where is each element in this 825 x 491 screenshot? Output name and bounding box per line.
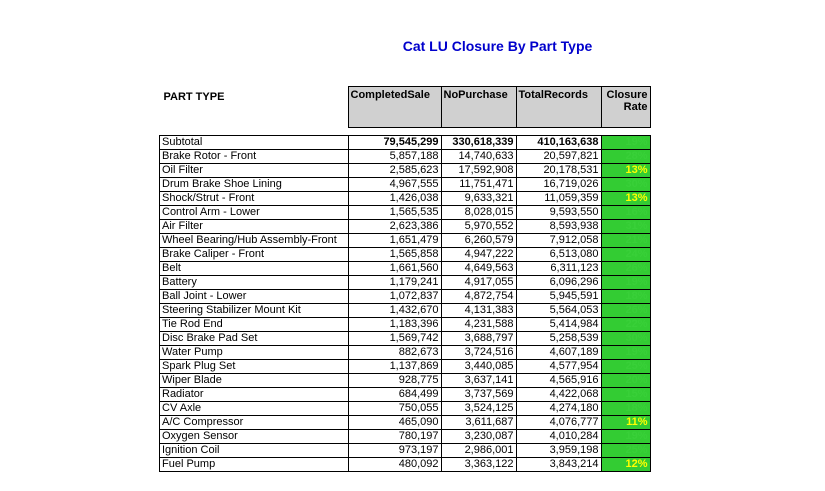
no-purchase-cell: 6,260,579 (441, 234, 516, 248)
closure-header-line2: Rate (623, 101, 648, 113)
completed-sale-cell: 4,967,555 (348, 178, 441, 192)
closure-rate-value: 13% (625, 192, 648, 204)
total-records-cell: 20,178,531 (516, 164, 601, 178)
closure-rate-value: 13% (625, 164, 648, 176)
closure-rate-cell (601, 444, 650, 458)
part-type-cell: Ignition Coil (160, 444, 349, 458)
total-records-cell: 3,959,198 (516, 444, 601, 458)
completed-sale-cell: 1,569,742 (348, 332, 441, 346)
closure-rate-value: 15% (625, 388, 648, 400)
completed-sale-cell: 750,055 (348, 402, 441, 416)
total-records-cell: 9,593,550 (516, 206, 601, 220)
subtotal-row (160, 136, 651, 150)
closure-rate-value: 19% (625, 346, 648, 358)
total-records-cell: 5,414,984 (516, 318, 601, 332)
total-records-cell: 4,422,068 (516, 388, 601, 402)
col-header-completed-sale: CompletedSale (348, 87, 441, 128)
total-records-cell: 5,258,539 (516, 332, 601, 346)
completed-sale-cell: 2,623,386 (348, 220, 441, 234)
part-type-cell: Belt (160, 262, 349, 276)
closure-rate-value: 30% (625, 332, 648, 344)
table-row (160, 402, 651, 416)
closure-rate-cell (601, 276, 650, 290)
completed-sale-cell: 480,092 (348, 458, 441, 472)
part-type-cell: Air Filter (160, 220, 349, 234)
table-row (160, 206, 651, 220)
closure-rate-value: 20% (625, 374, 648, 386)
part-type-cell: Disc Brake Pad Set (160, 332, 349, 346)
closure-rate-value: 24% (625, 248, 648, 260)
completed-sale-cell: 2,585,623 (348, 164, 441, 178)
closure-rate-value: 28% (625, 150, 648, 162)
completed-sale-cell: 973,197 (348, 444, 441, 458)
closure-rate-value: 18% (625, 402, 648, 414)
no-purchase-cell: 3,724,516 (441, 346, 516, 360)
no-purchase-cell: 330,618,339 (441, 136, 516, 150)
col-header-no-purchase: NoPurchase (441, 87, 516, 128)
table-row (160, 262, 651, 276)
part-type-cell: Tie Rod End (160, 318, 349, 332)
table-row (160, 290, 651, 304)
closure-rate-value: 12% (625, 458, 648, 470)
completed-sale-cell: 465,090 (348, 416, 441, 430)
part-type-cell: Subtotal (160, 136, 349, 150)
completed-sale-cell: 1,072,837 (348, 290, 441, 304)
no-purchase-cell: 14,740,633 (441, 150, 516, 164)
table-row (160, 248, 651, 262)
completed-sale-cell: 1,565,535 (348, 206, 441, 220)
closure-rate-cell (601, 150, 650, 164)
closure-rate-cell (601, 234, 650, 248)
no-purchase-cell: 3,363,122 (441, 458, 516, 472)
closure-rate-value: 18% (625, 290, 648, 302)
closure-rate-cell (601, 178, 650, 192)
table-row (160, 444, 651, 458)
total-records-cell: 5,945,591 (516, 290, 601, 304)
part-type-cell: Steering Stabilizer Mount Kit (160, 304, 349, 318)
table-row (160, 346, 651, 360)
no-purchase-cell: 4,649,563 (441, 262, 516, 276)
closure-rate-cell (601, 136, 650, 150)
table-row (160, 220, 651, 234)
table-row (160, 234, 651, 248)
table-row (160, 430, 651, 444)
col-header-part-type: PART TYPE (160, 87, 349, 128)
total-records-cell: 410,163,638 (516, 136, 601, 150)
part-type-cell: Wiper Blade (160, 374, 349, 388)
header-spacer (160, 128, 651, 136)
completed-sale-cell: 1,661,560 (348, 262, 441, 276)
closure-rate-cell (601, 388, 650, 402)
completed-sale-cell: 1,432,670 (348, 304, 441, 318)
closure-rate-value: 21% (625, 234, 648, 246)
closure-rate-cell (601, 374, 650, 388)
table-row (160, 332, 651, 346)
part-type-cell: Oil Filter (160, 164, 349, 178)
no-purchase-cell: 4,131,383 (441, 304, 516, 318)
completed-sale-cell: 1,179,241 (348, 276, 441, 290)
total-records-cell: 6,513,080 (516, 248, 601, 262)
completed-sale-cell: 79,545,299 (348, 136, 441, 150)
table-row (160, 360, 651, 374)
table-row (160, 374, 651, 388)
no-purchase-cell: 4,231,588 (441, 318, 516, 332)
closure-rate-cell (601, 262, 650, 276)
part-type-cell: A/C Compressor (160, 416, 349, 430)
closure-rate-value: 26% (625, 304, 648, 316)
part-type-cell: Ball Joint - Lower (160, 290, 349, 304)
closure-rate-cell (601, 290, 650, 304)
closure-rate-cell (601, 458, 650, 472)
closure-rate-value: 19% (625, 430, 648, 442)
closure-rate-value: 19% (625, 136, 648, 148)
completed-sale-cell: 684,499 (348, 388, 441, 402)
part-type-cell: Fuel Pump (160, 458, 349, 472)
table-row (160, 458, 651, 472)
no-purchase-cell: 4,872,754 (441, 290, 516, 304)
total-records-cell: 11,059,359 (516, 192, 601, 206)
no-purchase-cell: 3,688,797 (441, 332, 516, 346)
completed-sale-cell: 1,183,396 (348, 318, 441, 332)
table-row (160, 150, 651, 164)
closure-rate-value: 31% (625, 220, 648, 232)
total-records-cell: 6,311,123 (516, 262, 601, 276)
total-records-cell: 7,912,058 (516, 234, 601, 248)
closure-rate-value: 26% (625, 262, 648, 274)
completed-sale-cell: 1,651,479 (348, 234, 441, 248)
total-records-cell: 4,076,777 (516, 416, 601, 430)
no-purchase-cell: 2,986,001 (441, 444, 516, 458)
no-purchase-cell: 3,524,125 (441, 402, 516, 416)
total-records-cell: 3,843,214 (516, 458, 601, 472)
col-header-closure-rate (601, 87, 650, 128)
total-records-cell: 16,719,026 (516, 178, 601, 192)
closure-rate-cell (601, 304, 650, 318)
part-type-cell: Battery (160, 276, 349, 290)
no-purchase-cell: 9,633,321 (441, 192, 516, 206)
part-type-cell: Drum Brake Shoe Lining (160, 178, 349, 192)
part-type-cell: Water Pump (160, 346, 349, 360)
no-purchase-cell: 4,947,222 (441, 248, 516, 262)
no-purchase-cell: 17,592,908 (441, 164, 516, 178)
table-row (160, 304, 651, 318)
part-type-cell: Shock/Strut - Front (160, 192, 349, 206)
closure-rate-cell (601, 164, 650, 178)
closure-rate-cell (601, 346, 650, 360)
completed-sale-cell: 780,197 (348, 430, 441, 444)
no-purchase-cell: 11,751,471 (441, 178, 516, 192)
closure-table (159, 86, 651, 472)
table-row (160, 276, 651, 290)
closure-rate-value: 25% (625, 444, 648, 456)
completed-sale-cell: 5,857,188 (348, 150, 441, 164)
total-records-cell: 6,096,296 (516, 276, 601, 290)
no-purchase-cell: 3,737,569 (441, 388, 516, 402)
part-type-cell: Wheel Bearing/Hub Assembly-Front (160, 234, 349, 248)
total-records-cell: 4,565,916 (516, 374, 601, 388)
table-row (160, 318, 651, 332)
closure-rate-cell (601, 220, 650, 234)
closure-rate-value: 11% (626, 416, 648, 428)
no-purchase-cell: 8,028,015 (441, 206, 516, 220)
no-purchase-cell: 4,917,055 (441, 276, 516, 290)
no-purchase-cell: 3,611,687 (441, 416, 516, 430)
part-type-cell: Spark Plug Set (160, 360, 349, 374)
no-purchase-cell: 3,440,085 (441, 360, 516, 374)
total-records-cell: 20,597,821 (516, 150, 601, 164)
part-type-cell: Brake Caliper - Front (160, 248, 349, 262)
closure-rate-cell (601, 192, 650, 206)
completed-sale-cell: 1,565,858 (348, 248, 441, 262)
part-type-cell: Brake Rotor - Front (160, 150, 349, 164)
part-type-cell: Radiator (160, 388, 349, 402)
header-row (160, 87, 651, 128)
total-records-cell: 4,274,180 (516, 402, 601, 416)
closure-rate-value: 25% (625, 360, 648, 372)
table-row (160, 192, 651, 206)
total-records-cell: 5,564,053 (516, 304, 601, 318)
closure-rate-value: 22% (625, 318, 648, 330)
report-title: Cat LU Closure By Part Type (402, 38, 593, 54)
closure-rate-cell (601, 248, 650, 262)
col-header-total-records: TotalRecords (516, 87, 601, 128)
table-body (160, 136, 651, 472)
closure-rate-cell (601, 318, 650, 332)
closure-rate-cell (601, 430, 650, 444)
total-records-cell: 4,010,284 (516, 430, 601, 444)
part-type-cell: CV Axle (160, 402, 349, 416)
table-row (160, 178, 651, 192)
closure-rate-cell (601, 360, 650, 374)
completed-sale-cell: 928,775 (348, 374, 441, 388)
part-type-cell: Control Arm - Lower (160, 206, 349, 220)
total-records-cell: 4,577,954 (516, 360, 601, 374)
closure-rate-cell (601, 332, 650, 346)
closure-rate-cell (601, 416, 650, 430)
table-row (160, 164, 651, 178)
part-type-cell: Oxygen Sensor (160, 430, 349, 444)
completed-sale-cell: 1,426,038 (348, 192, 441, 206)
closure-rate-value: 30% (625, 178, 648, 190)
no-purchase-cell: 5,970,552 (441, 220, 516, 234)
completed-sale-cell: 1,137,869 (348, 360, 441, 374)
total-records-cell: 4,607,189 (516, 346, 601, 360)
closure-rate-cell (601, 402, 650, 416)
closure-rate-cell (601, 206, 650, 220)
closure-rate-value: 19% (625, 276, 648, 288)
table-row (160, 416, 651, 430)
no-purchase-cell: 3,637,141 (441, 374, 516, 388)
closure-header-line1: Closure (606, 89, 648, 101)
closure-rate-value: 16% (625, 206, 648, 218)
table-row (160, 388, 651, 402)
no-purchase-cell: 3,230,087 (441, 430, 516, 444)
completed-sale-cell: 882,673 (348, 346, 441, 360)
total-records-cell: 8,593,938 (516, 220, 601, 234)
